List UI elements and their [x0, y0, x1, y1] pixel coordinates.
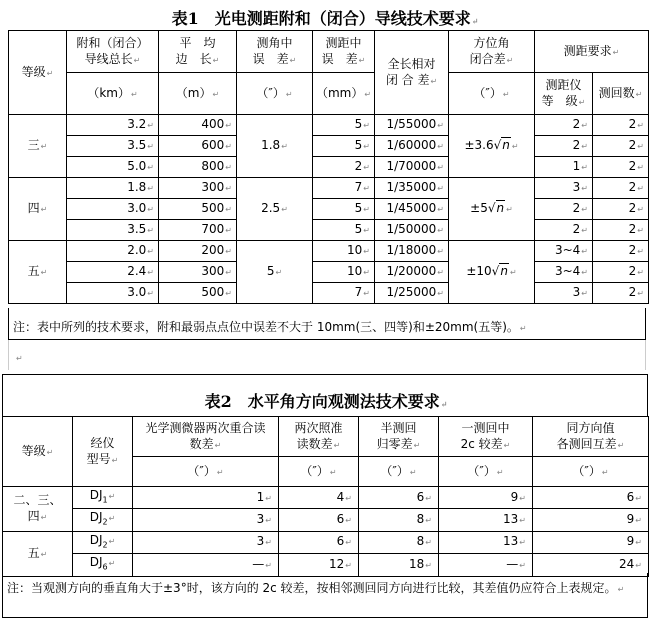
t1-length: 3.5↵: [67, 136, 159, 157]
t1-unit-length: （km）↵: [67, 73, 159, 115]
t1-length: 3.2↵: [67, 115, 159, 136]
t2-inst: $DJ_2↵$: [73, 531, 133, 553]
t2-header-c4: 一测回中 2c 较差↵: [439, 417, 533, 457]
t2-header-c3: 半测回 归零差↵: [359, 417, 439, 457]
t2-c4: 13↵: [439, 509, 533, 531]
t1-length: 3.0↵: [67, 199, 159, 220]
t1-rel: 1/70000↵: [375, 157, 449, 178]
t1-side: 700↵: [159, 220, 237, 241]
t2-inst: $DJ_6↵$: [73, 554, 133, 576]
t1-rounds: 2↵: [593, 199, 649, 220]
t1-header-side: 平 均 边 长↵: [159, 31, 237, 73]
t1-side: 500↵: [159, 283, 237, 304]
table2-title-box: [2, 374, 648, 416]
t1-length: 2.4↵: [67, 262, 159, 283]
t1-inst: 3↵: [535, 283, 593, 304]
t1-header-azi: 方位角 闭合差↵: [449, 31, 535, 73]
t2-c1: 3↵: [133, 509, 279, 531]
t1-header-rounds: 测回数↵: [593, 73, 649, 115]
t1-length: 3.0↵: [67, 283, 159, 304]
t1-rel: 1/50000↵: [375, 220, 449, 241]
t1-azimuth: ±10√n ↵: [449, 241, 535, 304]
t2-c2: 4↵: [279, 487, 359, 509]
t2-header-c2: 两次照准 读数差↵: [279, 417, 359, 457]
t2-c4: —↵: [439, 554, 533, 576]
t1-grade: 四↵: [9, 178, 67, 241]
t1-rounds: 2↵: [593, 157, 649, 178]
t1-rel: 1/60000↵: [375, 136, 449, 157]
t1-dist: 10↵: [313, 262, 375, 283]
t2-c4: 13↵: [439, 531, 533, 553]
t1-azimuth: ±3.6√n ↵: [449, 115, 535, 178]
t2-c2: 6↵: [279, 509, 359, 531]
paragraph-mark: ↵: [8, 340, 646, 370]
t1-side: 400↵: [159, 115, 237, 136]
t1-azimuth: ±5√n ↵: [449, 178, 535, 241]
t2-c5: 24↵: [533, 554, 649, 576]
t2-inst: $DJ_1↵$: [73, 487, 133, 509]
t1-angle: 2.5↵: [237, 178, 313, 241]
t1-header-angle: 测角中 误 差↵: [237, 31, 313, 73]
t1-rounds: 2↵: [593, 262, 649, 283]
t1-unit-side: （m）↵: [159, 73, 237, 115]
t1-dist: 5↵: [313, 136, 375, 157]
t2-unit-c4: （″）↵: [439, 457, 533, 487]
t1-rel: 1/18000↵: [375, 241, 449, 262]
t1-header-dist: 测距中 误 差↵: [313, 31, 375, 73]
t2-c3: 6↵: [359, 487, 439, 509]
t1-dist: 5↵: [313, 220, 375, 241]
t1-angle: 1.8↵: [237, 115, 313, 178]
t1-rounds: 2↵: [593, 241, 649, 262]
t1-header-rel: 全长相对 闭 合 差↵: [375, 31, 449, 115]
table2-title: 表2 水平角方向观测法技术要求↵: [204, 392, 448, 411]
t1-dist: 7↵: [313, 178, 375, 199]
t1-side: 800↵: [159, 157, 237, 178]
t1-grade: 三↵: [9, 115, 67, 178]
t2-inst: $DJ_2↵$: [73, 509, 133, 531]
t2-c1: 1↵: [133, 487, 279, 509]
t1-unit-azi: （″）↵: [449, 73, 535, 115]
t1-dist: 2↵: [313, 157, 375, 178]
t1-dist: 10↵: [313, 241, 375, 262]
table1: [8, 30, 649, 304]
t1-length: 5.0↵: [67, 157, 159, 178]
t1-side: 300↵: [159, 262, 237, 283]
t1-inst: 2↵: [535, 220, 593, 241]
t1-rel: 1/35000↵: [375, 178, 449, 199]
t2-c5: 9↵: [533, 509, 649, 531]
t1-side: 200↵: [159, 241, 237, 262]
t2-unit-c1: （″）↵: [133, 457, 279, 487]
t1-rounds: 2↵: [593, 136, 649, 157]
t2-unit-c2: （″）↵: [279, 457, 359, 487]
t2-header-inst: 经仪 型号↵: [73, 417, 133, 487]
t2-c1: 3↵: [133, 531, 279, 553]
t1-header-length: 附和（闭合） 导线总长↵: [67, 31, 159, 73]
t1-inst: 3~4↵: [535, 241, 593, 262]
t2-c5: 9↵: [533, 531, 649, 553]
table1-title: 表1 光电测距附和（闭合）导线技术要求↵: [171, 9, 479, 28]
t1-header-req: 测距要求↵: [535, 31, 649, 73]
table2-note: 注：当观测方向的垂直角大于±3°时，该方向的 2c 较差，按相邻测回同方向进行比较，其差值仍应符合上表规定。↵: [2, 573, 648, 618]
t2-c4: 9↵: [439, 487, 533, 509]
t1-dist: 5↵: [313, 199, 375, 220]
t1-inst: 2↵: [535, 136, 593, 157]
t2-c5: 6↵: [533, 487, 649, 509]
t1-length: 2.0↵: [67, 241, 159, 262]
t1-dist: 7↵: [313, 283, 375, 304]
t1-rel: 1/20000↵: [375, 262, 449, 283]
t1-inst: 1↵: [535, 157, 593, 178]
t2-c3: 8↵: [359, 531, 439, 553]
t1-unit-dist: （mm）↵: [313, 73, 375, 115]
t2-grade: 二、三、 四↵: [3, 487, 73, 532]
t1-rounds: 2↵: [593, 178, 649, 199]
t1-side: 300↵: [159, 178, 237, 199]
t1-grade: 五↵: [9, 241, 67, 304]
t1-rel: 1/45000↵: [375, 199, 449, 220]
table1-note: 注：表中所列的技术要求，附和最弱点点位中误差不大于 10mm(三、四等)和±20mm(五等)。↵: [8, 308, 646, 340]
t1-side: 500↵: [159, 199, 237, 220]
t2-c2: 12↵: [279, 554, 359, 576]
t1-rounds: 2↵: [593, 115, 649, 136]
t1-rel: 1/55000↵: [375, 115, 449, 136]
t1-rounds: 2↵: [593, 220, 649, 241]
t1-dist: 5↵: [313, 115, 375, 136]
t1-unit-angle: （″）↵: [237, 73, 313, 115]
t1-inst: 3~4↵: [535, 262, 593, 283]
t2-c3: 8↵: [359, 509, 439, 531]
t2-c2: 6↵: [279, 531, 359, 553]
t1-inst: 2↵: [535, 199, 593, 220]
t2-c1: —↵: [133, 554, 279, 576]
t1-inst: 3↵: [535, 178, 593, 199]
t2-c3: 18↵: [359, 554, 439, 576]
t2-unit-c5: （″）↵: [533, 457, 649, 487]
t2-unit-c3: （″）↵: [359, 457, 439, 487]
t1-rel: 1/25000↵: [375, 283, 449, 304]
t2-grade: 五↵: [3, 531, 73, 576]
t2-header-grade: 等级↵: [3, 417, 73, 487]
t1-angle: 5↵: [237, 241, 313, 304]
table2: [2, 416, 649, 577]
t1-length: 3.5↵: [67, 220, 159, 241]
t1-header-inst: 测距仪 等 级↵: [535, 73, 593, 115]
t2-header-c1: 光学测微器两次重合读 数差↵: [133, 417, 279, 457]
t1-header-grade: 等级↵: [9, 31, 67, 115]
t2-header-c5: 同方向值 各测回互差↵: [533, 417, 649, 457]
t1-length: 1.8↵: [67, 178, 159, 199]
t1-inst: 2↵: [535, 115, 593, 136]
t1-side: 600↵: [159, 136, 237, 157]
t1-rounds: 2↵: [593, 283, 649, 304]
